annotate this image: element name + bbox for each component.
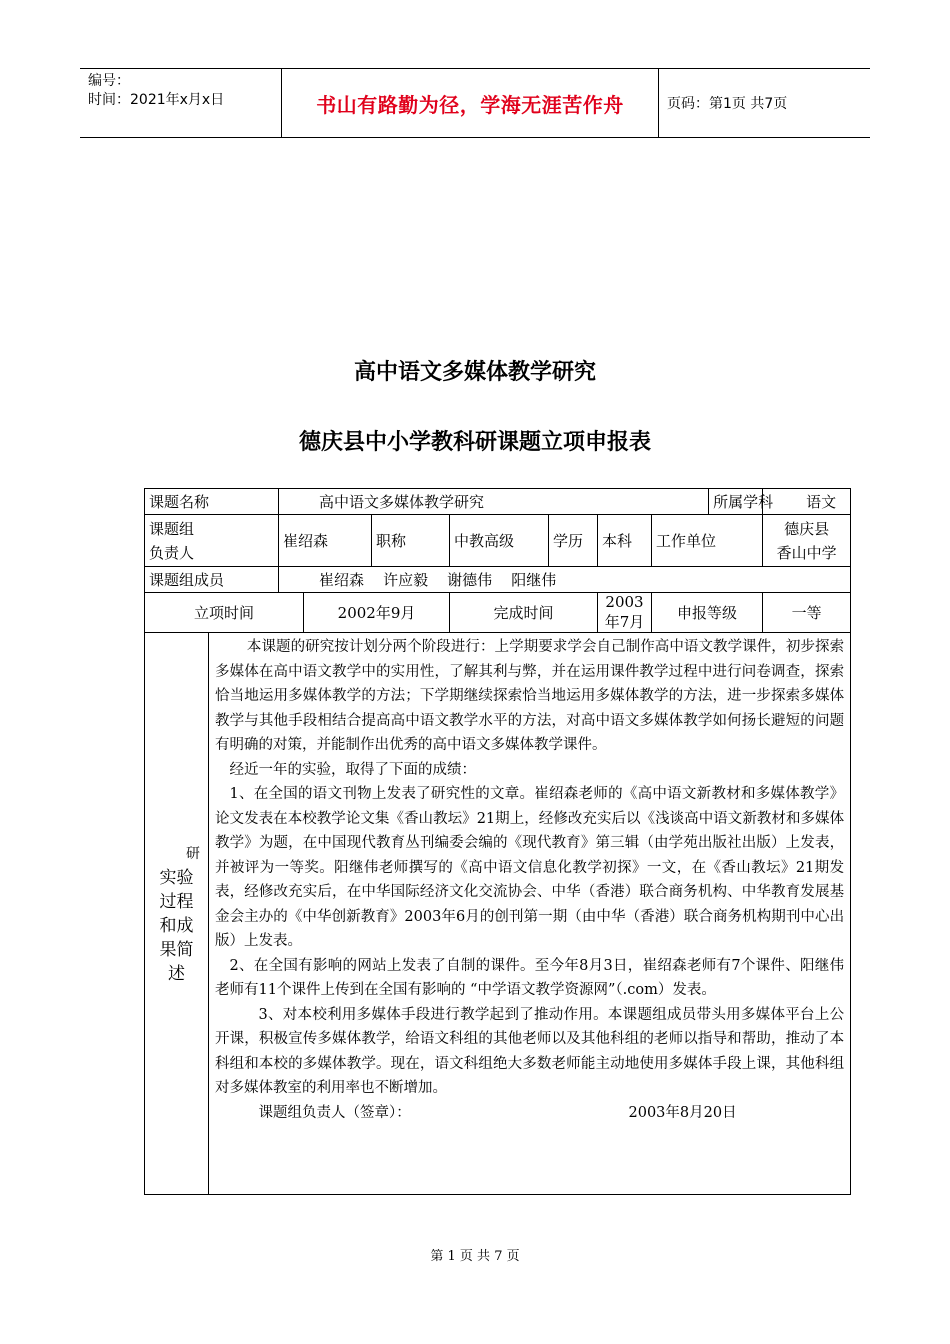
row-leader bbox=[145, 515, 851, 567]
row-process bbox=[145, 633, 851, 1195]
page-header bbox=[80, 68, 870, 138]
row-topic bbox=[145, 489, 851, 515]
content-paragraph-3: 1、在全国的语文刊物上发表了研究性的文章。崔绍森老师的《高中语文新教材和多媒体教学》论文发表在本校教学论文集《香山教坛》21期上，经修改充实后以《浅谈高中语文新教材和多媒体教学》为题，在中国现代教育丛刊编委会编的《现代教育》第三辑（由学苑出版社出版）上发表，并被评为一等奖。阳继伟老师撰写的《高中语文信息化教学初探》一文，在《香山教坛》21期发表，经修改充实后，在中华国际经济文化交流协会、中华（香港）联合商务机构、中华教育发展基金会主办的《中华创新教育》2003年6月的创刊第一期（由中华（香港）联合商务机构期刊中心出版）上发表。 bbox=[215, 786, 845, 949]
start-value: 2002年9月 bbox=[304, 593, 450, 633]
document-number: 编号： bbox=[88, 73, 130, 89]
subject-label: 所属学科 bbox=[709, 489, 763, 515]
topic-label: 课题名称 bbox=[145, 489, 279, 515]
process-label-small: 研 bbox=[186, 845, 200, 862]
end-label: 完成时间 bbox=[450, 593, 598, 633]
title-label: 职称 bbox=[372, 515, 450, 567]
edu-value: 本科 bbox=[598, 515, 652, 567]
page-footer: 第 1 页 共 7 页 bbox=[430, 1249, 520, 1264]
level-value: 一等 bbox=[763, 593, 851, 633]
leader-label-line2: 负责人 bbox=[149, 543, 195, 562]
process-label-line2: 过程 bbox=[159, 891, 194, 912]
header-motto: 书山有路勤为径，学海无涯苦作舟 bbox=[282, 69, 659, 137]
header-left bbox=[80, 69, 282, 137]
title-value: 中教高级 bbox=[450, 515, 549, 567]
leader-value: 崔绍森 bbox=[279, 515, 372, 567]
main-title: 高中语文多媒体教学研究 bbox=[353, 360, 596, 385]
content-paragraph-1: 本课题的研究按计划分两个阶段进行：上学期要求学会自己制作高中语文教学课件，初步探索多媒体在高中语文教学中的实用性，了解其利与弊，并在运用课件教学过程中进行问卷调查，探索恰当地运用多媒体教学的方法；下学期继续探索恰当地运用多媒体教学的方法，进一步探索多媒体教学与其他手段相结合提高高中语文教学水平的方法，对高中语文多媒体教学如何扬长避短的问题有明确的对策，并能制作出优秀的高中语文多媒体教学课件。 bbox=[215, 639, 845, 753]
application-form-table bbox=[144, 488, 851, 1195]
signature-date: 2003年8月20日 bbox=[628, 1104, 737, 1121]
content-paragraph-4: 2、在全国有影响的网站上发表了自制的课件。至今年8月3日，崔绍森老师有7个课件、阳继伟老师有11个课件上传到在全国有影响的 “中学语文教学资源网”（.com）发表。 bbox=[215, 957, 845, 998]
level-label: 申报等级 bbox=[652, 593, 763, 633]
topic-value: 高中语文多媒体教学研究 bbox=[279, 489, 709, 515]
form-title: 德庆县中小学教科研课题立项申报表 bbox=[298, 430, 651, 455]
process-content bbox=[209, 633, 851, 1195]
members-label: 课题组成员 bbox=[145, 567, 279, 593]
signature-line bbox=[215, 1101, 844, 1126]
row-members bbox=[145, 567, 851, 593]
subject-value: 语文 bbox=[763, 489, 851, 515]
start-label: 立项时间 bbox=[145, 593, 304, 633]
row-dates bbox=[145, 593, 851, 633]
process-label-line3: 和成 bbox=[159, 915, 194, 936]
signature-label: 课题组负责人（签章）： bbox=[258, 1104, 411, 1121]
unit-value-line2: 香山中学 bbox=[776, 543, 837, 562]
unit-label: 工作单位 bbox=[652, 515, 763, 567]
unit-value bbox=[763, 515, 851, 567]
edu-label: 学历 bbox=[549, 515, 598, 567]
process-label-line5: 述 bbox=[168, 963, 185, 984]
leader-label bbox=[145, 515, 279, 567]
process-label-line1: 实验 bbox=[159, 867, 194, 888]
process-label bbox=[145, 633, 209, 1195]
content-paragraph-2: 经近一年的实验，取得了下面的成绩： bbox=[229, 761, 476, 778]
leader-label-line1: 课题组 bbox=[149, 519, 195, 538]
header-page-number: 页码：第1页 共7页 bbox=[667, 96, 788, 112]
unit-value-line1: 德庆县 bbox=[784, 519, 830, 538]
document-time: 时间：2021年x月x日 bbox=[88, 92, 225, 108]
end-value: 2003年7月 bbox=[598, 593, 652, 633]
process-label-line4: 果简 bbox=[159, 939, 194, 960]
content-paragraph-5: 3、对本校利用多媒体手段进行教学起到了推动作用。本课题组成员带头用多媒体平台上公开课，积极宣传多媒体教学，给语文科组的其他老师以及其他科组的老师以指导和帮助，推动了本科组和本校的多媒体教学。现在，语文科组绝大多数老师能主动地使用多媒体手段上课，其他科组对多媒体教室的利用率也不断增加。 bbox=[215, 1006, 845, 1096]
members-value: 崔绍森 许应毅 谢德伟 阳继伟 bbox=[279, 567, 851, 593]
